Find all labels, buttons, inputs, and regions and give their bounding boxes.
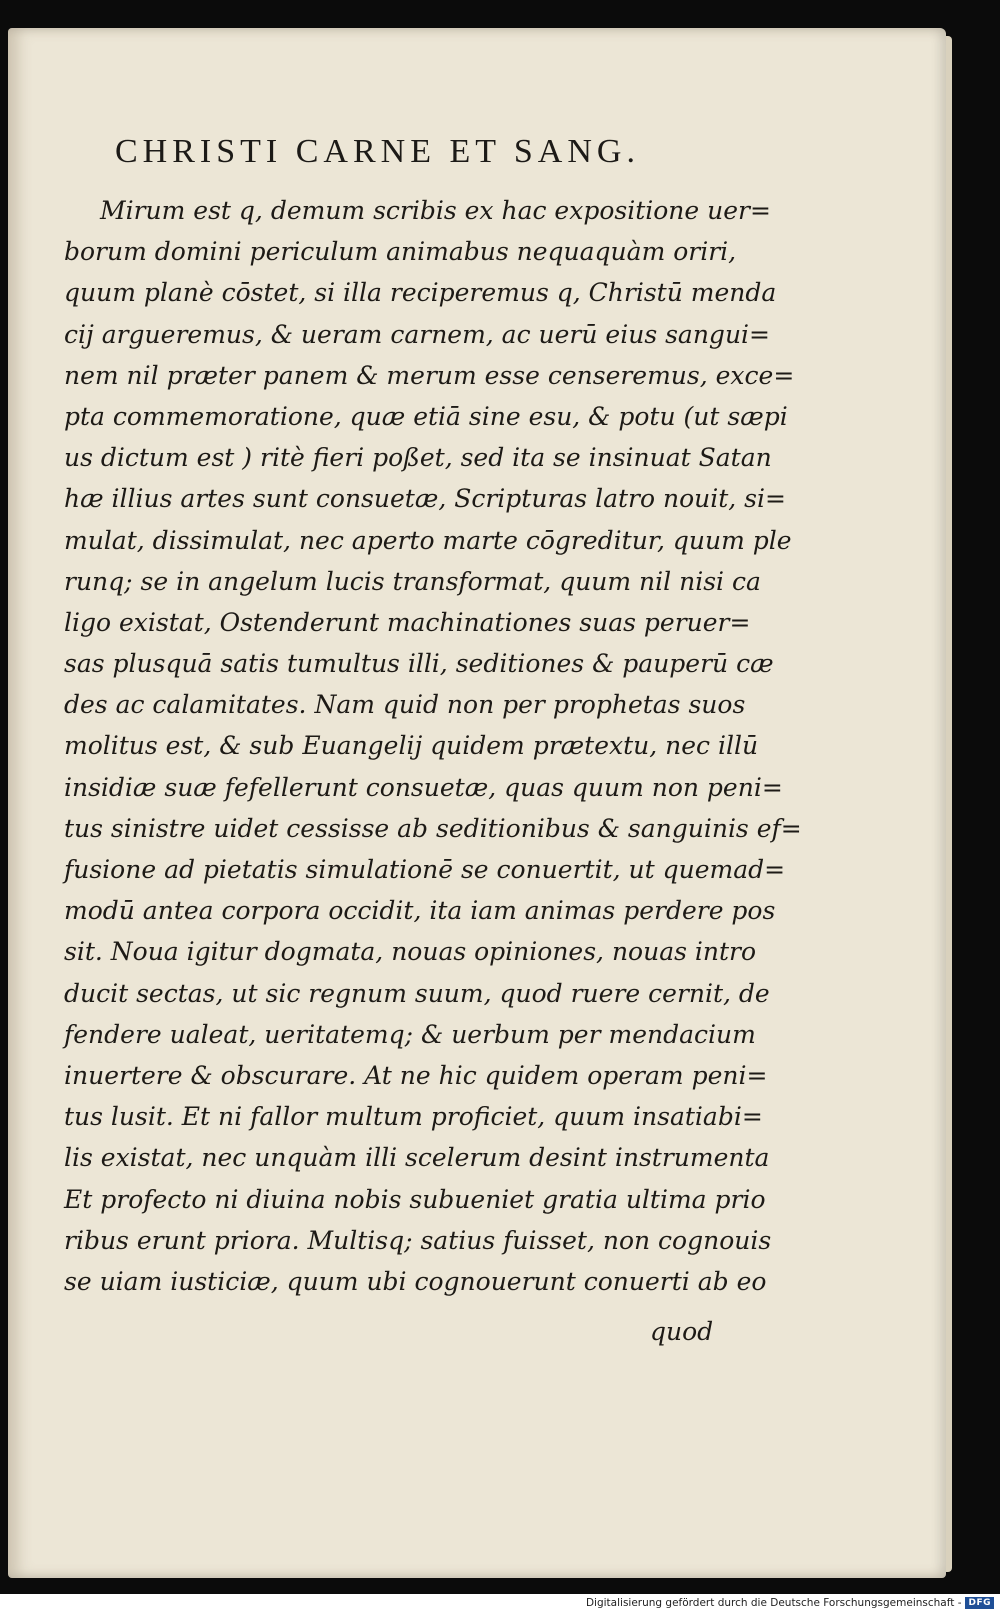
text-line: cij argueremus, & ueram carnem, ac uerū eius sangui= (64, 319, 770, 349)
running-head: CHRISTI CARNE ET SANG. (115, 133, 640, 170)
text-line: molitus est, & sub Euangelij quidem prætextu, nec illū (64, 731, 759, 761)
text-line: us dictum est ) ritè fieri poßet, sed ita se insinuat Satan (64, 443, 772, 473)
dfg-logo: DFG (965, 1597, 994, 1609)
text-line: mulat, dissimulat, nec aperto marte cōgreditur, quum ple (64, 525, 792, 555)
catchword: quod (650, 1317, 714, 1346)
text-line: se uiam iusticiæ, quum ubi cognouerunt conuerti ab eo (64, 1266, 767, 1296)
text-line: ligo existat, Ostenderunt machinationes suas peruer= (64, 607, 751, 637)
text-line: fendere ualeat, ueritatemq; & uerbum per mendacium (64, 1019, 756, 1049)
text-line: modū antea corpora occidit, ita iam animas perdere pos (64, 896, 776, 926)
text-line: pta commemoratione, quæ etiā sine esu, & potu (ut sæpi (64, 401, 788, 431)
text-line: tus lusit. Et ni fallor multum proficiet, quum insatiabi= (64, 1102, 763, 1132)
text-line: sas plusquā satis tumultus illi, seditiones & pauperū cæ (64, 649, 774, 679)
text-line: nem nil præter panem & merum esse censeremus, exce= (64, 360, 795, 390)
text-line: ribus erunt priora. Multisq; satius fuisset, non cognouis (64, 1225, 772, 1255)
text-line: ducit sectas, ut sic regnum suum, quod ruere cernit, de (64, 978, 770, 1008)
text-line: hæ illius artes sunt consuetæ, Scripturas latro nouit, si= (64, 484, 786, 514)
page-body-text (64, 190, 802, 1302)
text-line: sit. Noua igitur dogmata, nouas opiniones, nouas intro (64, 937, 757, 967)
text-line: borum domini periculum animabus nequaquàm oriri, (64, 237, 737, 267)
text-line: insidiæ suæ fefellerunt consuetæ, quas quum non peni= (64, 772, 783, 802)
text-line: tus sinistre uidet cessisse ab seditionibus & sanguinis ef= (64, 813, 802, 843)
text-line: quum planè cōstet, si illa reciperemus q, Christū menda (64, 278, 777, 308)
text-line: Mirum est q, demum scribis ex hac expositione uer= (100, 196, 771, 225)
digitization-footer (586, 1594, 994, 1612)
funding-credit: Digitalisierung gefördert durch die Deutsche Forschungsgemeinschaft - (585, 1597, 962, 1609)
text-line: inuertere & obscurare. At ne hic quidem operam peni= (64, 1060, 768, 1090)
text-line: fusione ad pietatis simulationē se conuertit, ut quemad= (64, 855, 786, 884)
text-line: des ac calamitates. Nam quid non per prophetas suos (64, 690, 746, 720)
text-line: lis existat, nec unquàm illi scelerum desint instrumenta (64, 1143, 770, 1173)
text-line: Et profecto ni diuina nobis subueniet gratia ultima prio (64, 1184, 766, 1214)
text-line: runq; se in angelum lucis transformat, quum nil nisi ca (64, 566, 761, 596)
